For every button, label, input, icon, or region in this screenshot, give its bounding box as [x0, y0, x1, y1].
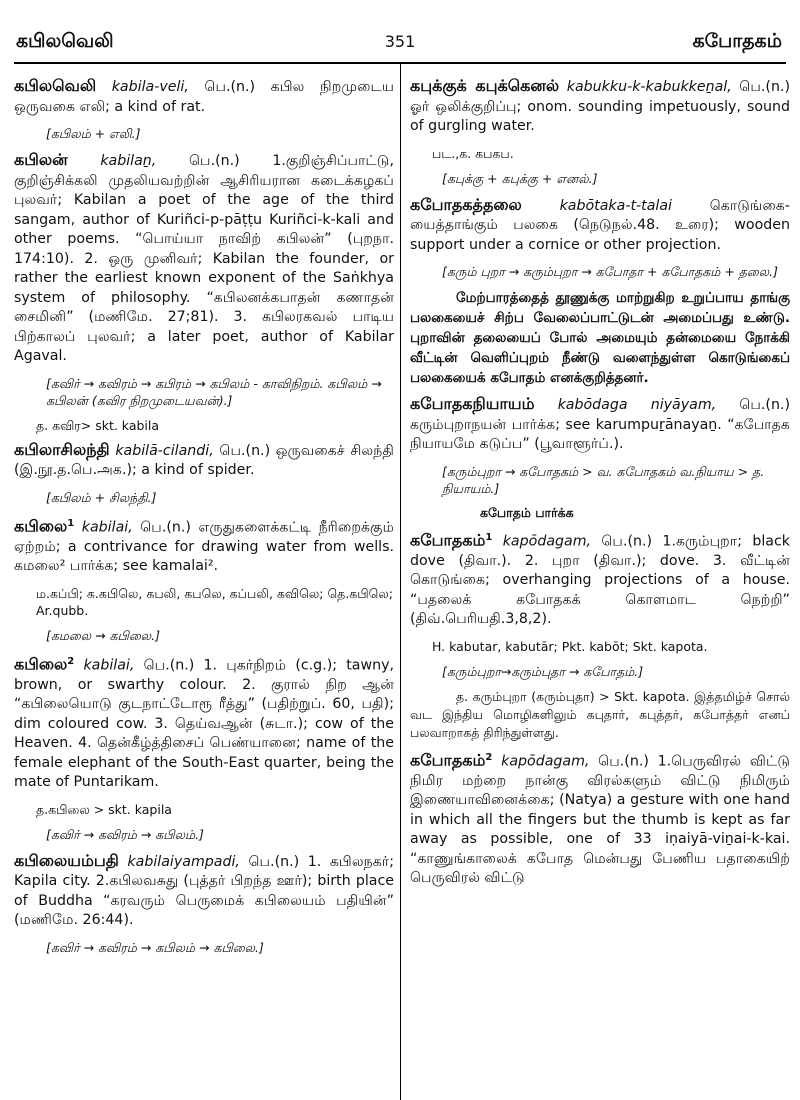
etymology: [கரும் புறா → கரும்புறா → கபோதா + கபோதகம் + தலை.]	[442, 264, 778, 279]
cognates: பட.,க. கபகப.	[432, 145, 514, 161]
cognates: த.கபிலை > skt. kapila	[36, 801, 172, 817]
entry-kabilaiyampadi	[14, 851, 394, 956]
homonym-number: 1	[67, 517, 75, 529]
definition: பெ.(n.) ஒருவகைச் சிலந்தி (இ.நூ.த.பெ.அக.); a kind of spider.	[14, 442, 394, 478]
etymology: [கமலை → கபிலை.]	[46, 627, 161, 643]
transliteration: kabilaṉ,	[100, 153, 157, 169]
etymology: [கரும்புறா→கரும்புதா → கபோதம்.]	[442, 663, 644, 679]
homonym-number: 2	[485, 751, 493, 763]
running-headword-left: கபிலவெலி	[16, 30, 114, 52]
entry-kabilai-1	[14, 514, 394, 644]
definition: பெ.(n.) 1.பெருவிரல் விட்டு நிமிர மற்றை நான்கு விரல்களும் விட்டு நிமிரும் இணையாவினைக்கை; (Natya) a gesture with one hand in which all the fingers but the thumb is kept as far away as possible, one of 33 iṇaiyā-viṉai-k-kai. “காணுங்காலைக் கபோத மென்பது பேணிய பதாகையிற் பெருவிரல் விட்டு	[410, 753, 790, 887]
headword: கபோதகம்	[410, 750, 486, 770]
entry-kabotaka-t-talai	[410, 195, 790, 389]
definition: பெ.(n.) கரும்புறாநயன் பார்க்க; see karumpuṟānayaṉ. “கபோதக நியாயமே கடுப்ப” (பூவாளூர்ப்.).	[410, 397, 790, 452]
transliteration: kabukku-k-kabukkeṉal,	[566, 79, 732, 95]
definition: பெ.(n.) எருதுகளைக்கட்டி நீரிறைக்கும் ஏற்றம்; a contrivance for drawing water from wells. கமலை² பார்க்க; see kamalai².	[14, 519, 394, 575]
definition: கொடுங்கை-யைத்தாங்கும் பலகை (நெடுநல்.48. உரை); wooden support under a cornice or other projection.	[410, 197, 790, 253]
explanatory-note: த. கரும்புறா (கரும்புதா) > Skt. kapota. இத்தமிழ்ச் சொல் வட இந்திய மொழிகளிலும் கபுதார், கபுத்தர், கபோத்தர் எனப் பலவாறாகத் திரிந்துள்ளது.	[410, 688, 790, 740]
definition: பெ.(n.) ஓர் ஒலிக்குறிப்பு; onom. sounding impetuously, sound of gurgling water.	[410, 79, 790, 134]
transliteration: kabila-veli,	[111, 79, 189, 95]
headword: கபிலன்	[14, 150, 68, 169]
headword: கபுக்குக் கபுக்கெனல்	[410, 76, 560, 95]
transliteration: kabilai,	[81, 519, 133, 536]
transliteration: kabilai,	[83, 657, 135, 674]
definition: பெ.(n.) 1.குறிஞ்சிப்பாட்டு, குறிஞ்சிக்கலி முதலியவற்றின் ஆசிரியரான கடைக்கழகப் புலவர்; Kabilan a poet of the age of the third sangam, author of Kuriñci-p-pāṭṭu Kuriñci-k-kali and other poems. “பொய்யா நாவிற் கபிலன்” (புறநா. 174:10). 2. ஒரு முனிவர்; Kabilan the founder, or rather the earliest known exponent of the Saṅkhya system of philosophy. “கபிலனக்கபாதன் கணாதன் சைமினி” (மணிமே. 27;81). 3. கபிலரகவல் பாடிய பிற்காலப் புலவர்; a later poet, author of Kabilar Agaval.	[14, 153, 394, 364]
transliteration: kabōdaga niyāyam,	[557, 397, 717, 413]
transliteration: kapōdagam,	[502, 533, 592, 550]
entry-kabilan	[14, 150, 394, 434]
etymology: [கவிர் → கவிரம் → கபிலம்.]	[46, 826, 204, 842]
homonym-number: 2	[67, 655, 75, 667]
headword: கபோதகம்	[410, 530, 486, 550]
entry-kabodaga-niyayam	[410, 394, 790, 522]
cross-reference: கபோதம் பார்க்க	[480, 504, 574, 520]
etymology: [கவிர் → கவிரம் → கபிரம் → கபிலம் - காவிநிறம். கபிலம் → கபிலன் (கவிர நிறமுடையவன்).]	[46, 375, 382, 408]
etymology: [கபுக்கு + கபுக்கு + எனல்.]	[442, 170, 598, 186]
headword: கபிலவெலி	[14, 76, 97, 95]
entry-kabilai-2	[14, 652, 394, 843]
etymology: [கரும்புறா → கபோதகம் > வ. கபோதகம் வ.நியாய > த. நியாயம்.]	[442, 463, 765, 496]
explanatory-note: மேற்பாரத்தைத் தூணுக்கு மாற்றுகிற உறுப்பாய தாங்கு பலகையைச் சிற்ப வேலைப்பாட்டுடன் அமைப்பது உண்டு. புறாவின் தலையைப் போல் அமையும் தன்மையை நோக்கி வீட்டின் வெளிப்புறம் நீண்டு வளைந்துள்ள கொடுங்கைப் பலகையைக் கபோதம் எனக்குறித்தனர்.	[410, 290, 790, 386]
definition: பெ.(n.) 1. புகர்நிறம் (c.g.); tawny, brown, or swarthy colour. 2. குரால் நிற ஆன் “கபிலையொடு குடநாட்டோரூ ரீத்து” (பதிற்றுப். 60, பதி); dim coloured cow. 3. தெய்வஆன் (சுடா.); cow of the Heaven. 4. தென்கீழ்த்திசைப் பெண்யானை; name of the female elephant of the South-East quarter, being the mate of Puntarikam.	[14, 657, 394, 791]
headword: கபிலை	[14, 516, 68, 536]
entry-kabukku-k-kabukkenal	[410, 76, 790, 187]
column-divider	[400, 64, 401, 1100]
page-header	[0, 0, 800, 62]
headword: கபோதகத்தலை	[410, 194, 522, 214]
etymology: [கபிலம் + சிலந்தி.]	[46, 489, 157, 505]
etymology: [கபிலம் + எலி.]	[46, 126, 141, 141]
running-headword-right: கபோதகம்	[692, 30, 782, 52]
headword: கபிலை	[14, 654, 68, 674]
headword: கபிலையம்பதி	[14, 850, 119, 870]
definition: பெ.(n.) கபில நிறமுடைய ஒருவகை எலி; a kind of rat.	[14, 79, 394, 115]
homonym-number: 1	[485, 531, 493, 543]
entry-kapodagam-1	[410, 528, 790, 742]
headword: கபிலாசிலந்தி	[14, 439, 110, 459]
headword: கபோதகநியாயம்	[410, 394, 535, 413]
cognates: த. கவிர> skt. kabila	[36, 417, 160, 433]
etymology: [கவிர் → கவிரம் → கபிலம் → கபிலை.]	[46, 939, 264, 955]
transliteration: kabōtaka-t-talai	[559, 197, 672, 214]
cognates: H. kabutar, kabutār; Pkt. kabōt; Skt. kapota.	[432, 638, 708, 654]
entry-kabilaveli	[14, 76, 394, 142]
entry-kabilacilandi	[14, 440, 394, 506]
transliteration: kabilā-cilandi,	[115, 442, 214, 459]
right-column	[410, 76, 790, 1094]
definition: பெ.(n.) 1. கபிலநகர்; Kapila city. 2.கபிலவசுது (புத்தர் பிறந்த ஊர்); birth place of Buddha “கரவரும் பெருமைக் கபிலையம் பதியின்” (மணிமே. 26:44).	[14, 853, 394, 929]
definition: பெ.(n.) 1.கரும்புறா; black dove (திவா.). 2. புறா (திவா.); dove. 3. வீட்டின் கொடுங்கை; overhanging projections of a house. “பதலைக் கபோதகக் கொளமாட நெற்றி” (திவ்.பெரியதி.3,8,2).	[410, 533, 790, 628]
cognates: ம.கப்பி; க.கபிலெ, கபலி, கபலெ, கப்பலி, கவிலெ; தெ.கபிலெ; Ar.qubb.	[36, 585, 394, 618]
transliteration: kabilaiyampadi,	[127, 853, 240, 870]
left-column	[14, 76, 394, 1094]
transliteration: kapōdagam,	[501, 753, 590, 770]
entry-kapodagam-2	[410, 748, 790, 889]
page-number: 351	[384, 32, 416, 51]
